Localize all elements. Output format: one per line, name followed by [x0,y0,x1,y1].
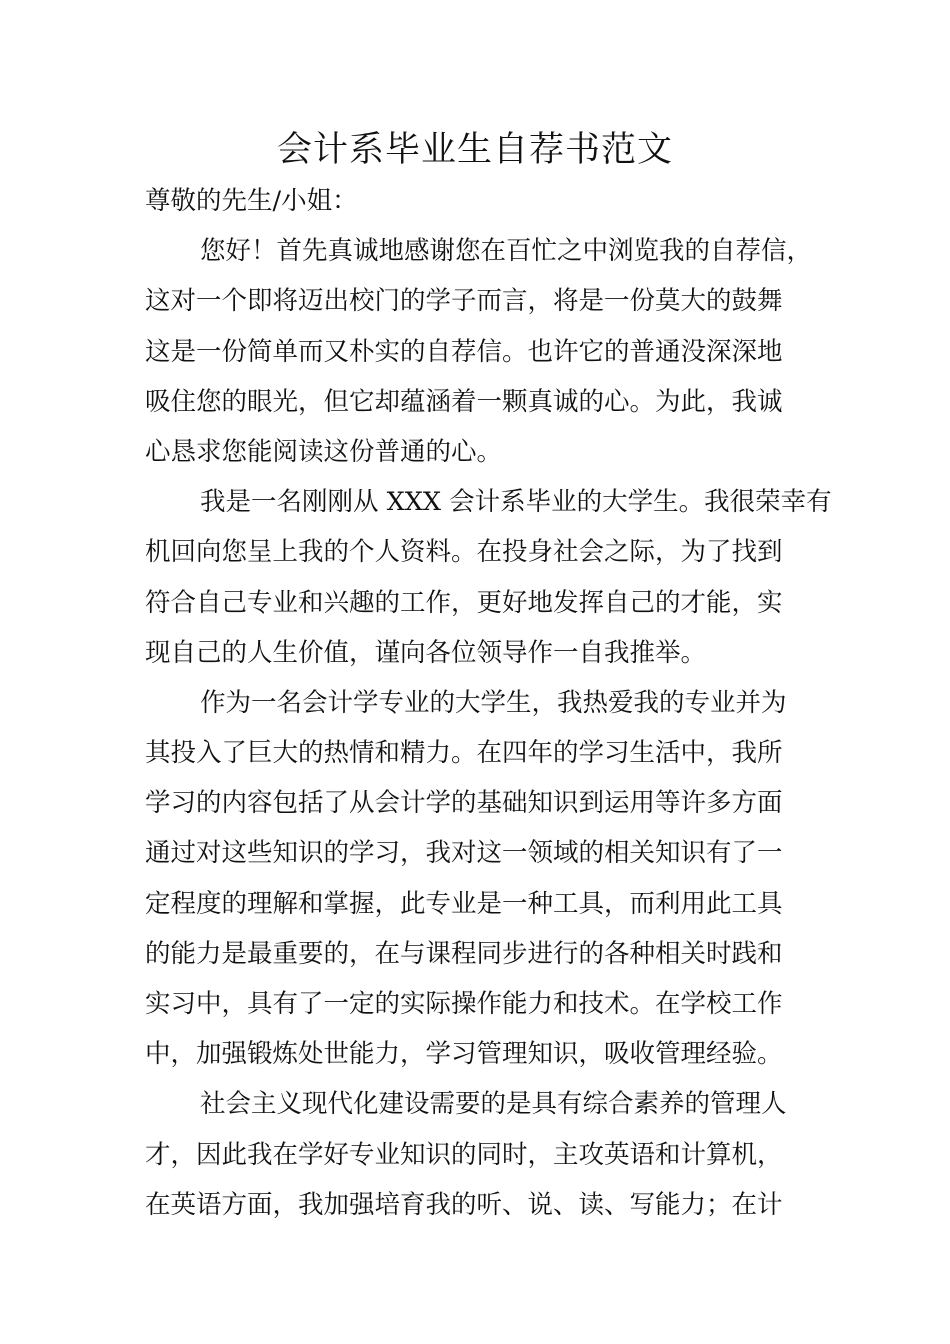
paragraph-line: 现自己的人生价值，谨向各位领导作一自我推举。 [145,637,707,668]
paragraph-line: 才，因此我在学好专业知识的同时，主攻英语和计算机， [145,1139,783,1170]
paragraph-line: 学习的内容包括了从会计学的基础知识到运用等许多方面 [145,788,783,819]
paragraph-line: 心恳求您能阅读这份普通的心。 [145,436,503,467]
paragraph-line: 实习中，具有了一定的实际操作能力和技术。在学校工作 [145,989,783,1019]
paragraph-line: 社会主义现代化建设需要的是具有综合素养的管理人 [200,1089,787,1120]
paragraph-line: 这对一个即将迈出校门的学子而言，将是一份莫大的鼓舞 [145,286,783,317]
paragraph-line: 的能力是最重要的，在与课程同步进行的各种相关时践和 [145,938,783,969]
paragraph-line: 定程度的理解和掌握，此专业是一种工具，而利用此工具 [145,888,783,919]
paragraph-line: 作为一名会计学专业的大学生，我热爱我的专业并为 [200,687,787,718]
document-body [145,176,832,1230]
paragraph-line: 在英语方面，我加强培育我的听、说、读、写能力；在计 [145,1189,783,1220]
paragraph-line: 中，加强锻炼处世能力，学习管理知识，吸收管理经验。 [145,1039,783,1070]
paragraph-line: 其投入了巨大的热情和精力。在四年的学习生活中，我所 [145,738,783,769]
paragraph-line: 吸住您的眼光，但它却蕴涵着一颗真诚的心。为此，我诚 [145,386,783,417]
paragraph-line: 我是一名刚刚从 XXX 会计系毕业的大学生。我很荣幸有 [200,487,832,518]
salutation: 尊敬的先生/小姐： [145,186,358,216]
paragraph-line: 通过对这些知识的学习，我对这一领域的相关知识有了一 [145,838,783,869]
document-title: 会计系毕业生自荐书范文 [276,130,673,170]
paragraph-line: 您好！首先真诚地感谢您在百忙之中浏览我的自荐信， [200,236,813,267]
paragraph-line: 机回向您呈上我的个人资料。在投身社会之际，为了找到 [145,537,783,568]
paragraph-line: 这是一份简单而又朴实的自荐信。也许它的普通没深深地 [145,336,783,367]
paragraph-line: 符合自己专业和兴趣的工作，更好地发挥自己的才能，实 [145,587,783,618]
